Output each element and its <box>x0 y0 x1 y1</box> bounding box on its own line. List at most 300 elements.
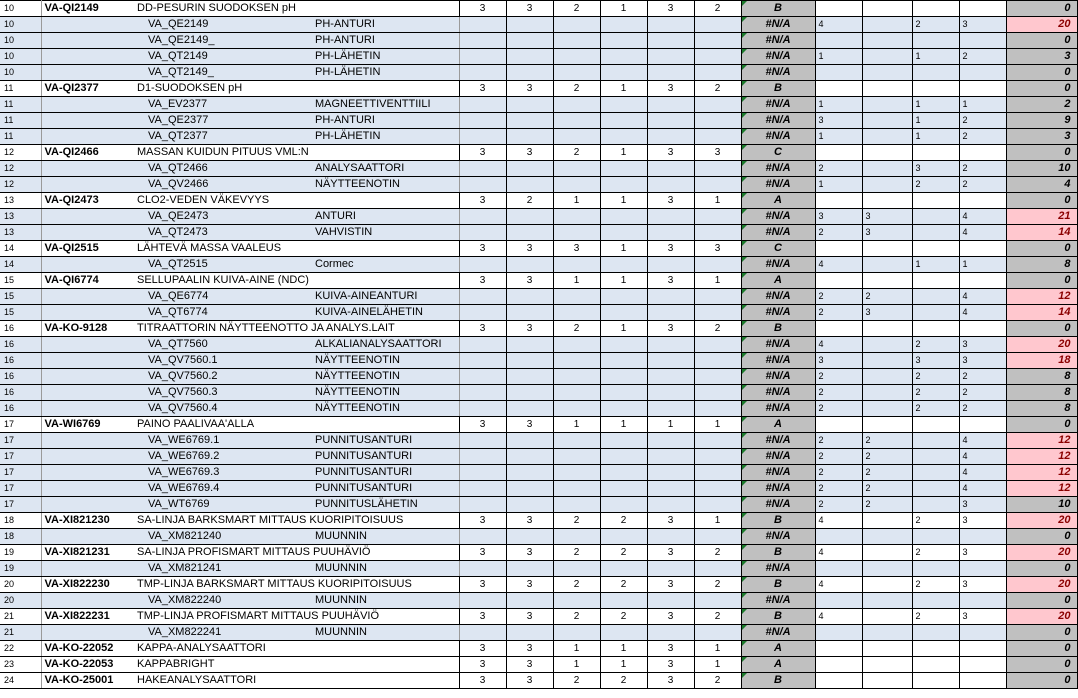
rating-cell[interactable] <box>506 433 553 449</box>
factor-cell[interactable] <box>862 545 912 561</box>
rating-cell[interactable] <box>506 529 553 545</box>
factor-cell[interactable]: 3 <box>959 353 1006 369</box>
risk-score-cell[interactable]: 20 <box>1006 577 1077 593</box>
rating-cell[interactable] <box>553 225 600 241</box>
criticality-class-cell[interactable]: #N/A <box>741 129 815 145</box>
factor-cell[interactable] <box>815 657 862 673</box>
factor-cell[interactable] <box>862 97 912 113</box>
rating-cell[interactable]: 3 <box>459 609 506 625</box>
rating-cell[interactable] <box>694 17 741 33</box>
factor-cell[interactable] <box>815 593 862 609</box>
rating-cell[interactable] <box>694 369 741 385</box>
rating-cell[interactable] <box>600 369 647 385</box>
rating-cell[interactable]: 2 <box>694 545 741 561</box>
rating-cell[interactable] <box>647 529 694 545</box>
rating-cell[interactable]: 3 <box>647 241 694 257</box>
criticality-class-cell[interactable]: #N/A <box>741 497 815 513</box>
factor-cell[interactable]: 3 <box>959 337 1006 353</box>
description-cell[interactable]: SA-LINJA PROFISMART MITTAUS PUUHÄVIÖ <box>134 545 459 561</box>
rating-cell[interactable]: 2 <box>553 81 600 97</box>
rating-cell[interactable] <box>600 177 647 193</box>
rating-cell[interactable] <box>694 161 741 177</box>
rating-cell[interactable] <box>459 433 506 449</box>
factor-cell[interactable] <box>959 561 1006 577</box>
device-tag-cell[interactable]: VA_QV7560.2 <box>134 369 312 385</box>
rating-cell[interactable] <box>506 65 553 81</box>
factor-cell[interactable] <box>862 33 912 49</box>
row-number-cell[interactable]: 21 <box>0 625 41 641</box>
rating-cell[interactable] <box>553 337 600 353</box>
factor-cell[interactable] <box>862 1 912 17</box>
rating-cell[interactable] <box>600 529 647 545</box>
rating-cell[interactable] <box>647 225 694 241</box>
device-tag-cell[interactable]: VA_XM822240 <box>134 593 312 609</box>
factor-cell[interactable]: 2 <box>815 369 862 385</box>
rating-cell[interactable] <box>553 433 600 449</box>
device-type-cell[interactable]: PUNNITUSANTURI <box>312 481 459 497</box>
factor-cell[interactable] <box>862 145 912 161</box>
rating-cell[interactable] <box>694 481 741 497</box>
factor-cell[interactable] <box>815 1 862 17</box>
criticality-class-cell[interactable]: #N/A <box>741 17 815 33</box>
factor-cell[interactable] <box>959 193 1006 209</box>
rating-cell[interactable] <box>600 401 647 417</box>
rating-cell[interactable]: 3 <box>459 545 506 561</box>
criticality-class-cell[interactable]: #N/A <box>741 369 815 385</box>
factor-cell[interactable]: 1 <box>959 97 1006 113</box>
factor-cell[interactable]: 2 <box>815 161 862 177</box>
factor-cell[interactable]: 3 <box>912 353 959 369</box>
factor-cell[interactable] <box>959 241 1006 257</box>
row-number-cell[interactable]: 16 <box>0 321 41 337</box>
row-number-cell[interactable]: 17 <box>0 481 41 497</box>
rating-cell[interactable]: 3 <box>459 241 506 257</box>
device-tag-cell[interactable]: VA_QT7560 <box>134 337 312 353</box>
rating-cell[interactable] <box>459 17 506 33</box>
criticality-class-cell[interactable]: #N/A <box>741 401 815 417</box>
rating-cell[interactable] <box>459 257 506 273</box>
rating-cell[interactable]: 3 <box>694 241 741 257</box>
rating-cell[interactable] <box>553 529 600 545</box>
criticality-class-cell[interactable]: #N/A <box>741 625 815 641</box>
factor-cell[interactable] <box>862 337 912 353</box>
risk-score-cell[interactable]: 20 <box>1006 545 1077 561</box>
device-tag-cell[interactable]: VA_XM822241 <box>134 625 312 641</box>
row-number-cell[interactable]: 22 <box>0 641 41 657</box>
factor-cell[interactable] <box>912 81 959 97</box>
position-tag-cell[interactable]: VA-QI2377 <box>41 81 134 97</box>
position-tag-cell[interactable] <box>41 337 134 353</box>
factor-cell[interactable]: 2 <box>815 497 862 513</box>
factor-cell[interactable] <box>912 481 959 497</box>
factor-cell[interactable] <box>912 1 959 17</box>
row-number-cell[interactable]: 11 <box>0 81 41 97</box>
rating-cell[interactable] <box>459 385 506 401</box>
factor-cell[interactable] <box>959 641 1006 657</box>
factor-cell[interactable] <box>862 17 912 33</box>
row-number-cell[interactable]: 17 <box>0 449 41 465</box>
rating-cell[interactable] <box>694 209 741 225</box>
factor-cell[interactable]: 3 <box>959 513 1006 529</box>
device-tag-cell[interactable]: VA_WE6769.2 <box>134 449 312 465</box>
device-tag-cell[interactable]: VA_QE2149 <box>134 17 312 33</box>
rating-cell[interactable]: 3 <box>506 545 553 561</box>
criticality-class-cell[interactable]: #N/A <box>741 113 815 129</box>
rating-cell[interactable]: 2 <box>600 673 647 689</box>
factor-cell[interactable]: 4 <box>959 449 1006 465</box>
criticality-class-cell[interactable]: #N/A <box>741 353 815 369</box>
risk-score-cell[interactable]: 21 <box>1006 209 1077 225</box>
position-tag-cell[interactable]: VA-WI6769 <box>41 417 134 433</box>
rating-cell[interactable] <box>506 17 553 33</box>
factor-cell[interactable]: 2 <box>815 465 862 481</box>
factor-cell[interactable] <box>959 657 1006 673</box>
device-tag-cell[interactable]: VA_QT2515 <box>134 257 312 273</box>
rating-cell[interactable] <box>506 209 553 225</box>
rating-cell[interactable]: 1 <box>694 417 741 433</box>
position-tag-cell[interactable] <box>41 129 134 145</box>
risk-score-cell[interactable]: 0 <box>1006 241 1077 257</box>
factor-cell[interactable]: 1 <box>815 49 862 65</box>
risk-score-cell[interactable]: 10 <box>1006 161 1077 177</box>
factor-cell[interactable] <box>815 529 862 545</box>
risk-score-cell[interactable]: 20 <box>1006 513 1077 529</box>
rating-cell[interactable] <box>506 97 553 113</box>
position-tag-cell[interactable] <box>41 561 134 577</box>
position-tag-cell[interactable]: VA-KO-22053 <box>41 657 134 673</box>
device-tag-cell[interactable]: VA_QV7560.3 <box>134 385 312 401</box>
rating-cell[interactable]: 3 <box>647 81 694 97</box>
rating-cell[interactable] <box>600 337 647 353</box>
rating-cell[interactable] <box>647 97 694 113</box>
rating-cell[interactable] <box>647 17 694 33</box>
risk-score-cell[interactable]: 4 <box>1006 177 1077 193</box>
rating-cell[interactable] <box>553 289 600 305</box>
rating-cell[interactable] <box>553 49 600 65</box>
rating-cell[interactable]: 1 <box>553 273 600 289</box>
position-tag-cell[interactable]: VA-XI822230 <box>41 577 134 593</box>
factor-cell[interactable] <box>862 353 912 369</box>
rating-cell[interactable] <box>459 481 506 497</box>
factor-cell[interactable]: 4 <box>815 545 862 561</box>
device-tag-cell[interactable]: VA_QE2149_ <box>134 33 312 49</box>
rating-cell[interactable] <box>694 225 741 241</box>
factor-cell[interactable]: 4 <box>815 17 862 33</box>
rating-cell[interactable] <box>459 113 506 129</box>
factor-cell[interactable]: 1 <box>815 177 862 193</box>
risk-score-cell[interactable]: 0 <box>1006 321 1077 337</box>
position-tag-cell[interactable] <box>41 593 134 609</box>
risk-score-cell[interactable]: 12 <box>1006 289 1077 305</box>
rating-cell[interactable] <box>694 625 741 641</box>
rating-cell[interactable] <box>647 369 694 385</box>
factor-cell[interactable]: 3 <box>862 209 912 225</box>
rating-cell[interactable] <box>459 49 506 65</box>
device-type-cell[interactable]: PH-ANTURI <box>312 17 459 33</box>
factor-cell[interactable]: 2 <box>959 129 1006 145</box>
criticality-class-cell[interactable]: #N/A <box>741 465 815 481</box>
rating-cell[interactable] <box>600 33 647 49</box>
criticality-class-cell[interactable]: #N/A <box>741 385 815 401</box>
factor-cell[interactable] <box>912 529 959 545</box>
rating-cell[interactable]: 1 <box>694 193 741 209</box>
factor-cell[interactable]: 4 <box>815 609 862 625</box>
device-type-cell[interactable]: MUUNNIN <box>312 529 459 545</box>
row-number-cell[interactable]: 12 <box>0 177 41 193</box>
factor-cell[interactable] <box>912 657 959 673</box>
device-type-cell[interactable]: ANTURI <box>312 209 459 225</box>
factor-cell[interactable] <box>815 65 862 81</box>
factor-cell[interactable]: 1 <box>912 97 959 113</box>
device-tag-cell[interactable]: VA_QV7560.1 <box>134 353 312 369</box>
rating-cell[interactable] <box>600 225 647 241</box>
rating-cell[interactable] <box>694 257 741 273</box>
rating-cell[interactable]: 3 <box>506 609 553 625</box>
rating-cell[interactable] <box>459 593 506 609</box>
criticality-class-cell[interactable]: #N/A <box>741 289 815 305</box>
position-tag-cell[interactable] <box>41 209 134 225</box>
row-number-cell[interactable]: 15 <box>0 273 41 289</box>
factor-cell[interactable] <box>912 145 959 161</box>
rating-cell[interactable] <box>459 177 506 193</box>
criticality-class-cell[interactable]: #N/A <box>741 257 815 273</box>
rating-cell[interactable] <box>647 481 694 497</box>
rating-cell[interactable] <box>459 161 506 177</box>
factor-cell[interactable]: 4 <box>815 577 862 593</box>
factor-cell[interactable] <box>862 577 912 593</box>
rating-cell[interactable] <box>459 625 506 641</box>
position-tag-cell[interactable]: VA-QI2515 <box>41 241 134 257</box>
factor-cell[interactable] <box>815 561 862 577</box>
rating-cell[interactable] <box>553 257 600 273</box>
rating-cell[interactable]: 3 <box>506 641 553 657</box>
rating-cell[interactable] <box>506 113 553 129</box>
rating-cell[interactable] <box>694 289 741 305</box>
factor-cell[interactable] <box>815 33 862 49</box>
device-type-cell[interactable]: MUUNNIN <box>312 625 459 641</box>
factor-cell[interactable] <box>912 625 959 641</box>
device-type-cell[interactable]: PUNNITUSANTURI <box>312 433 459 449</box>
rating-cell[interactable]: 3 <box>459 81 506 97</box>
factor-cell[interactable]: 3 <box>959 545 1006 561</box>
risk-score-cell[interactable]: 0 <box>1006 561 1077 577</box>
factor-cell[interactable] <box>912 209 959 225</box>
factor-cell[interactable] <box>862 241 912 257</box>
device-type-cell[interactable]: Cormec <box>312 257 459 273</box>
rating-cell[interactable]: 1 <box>647 417 694 433</box>
factor-cell[interactable] <box>912 433 959 449</box>
factor-cell[interactable] <box>862 593 912 609</box>
device-type-cell[interactable]: VAHVISTIN <box>312 225 459 241</box>
factor-cell[interactable] <box>862 417 912 433</box>
device-tag-cell[interactable]: VA_XM821240 <box>134 529 312 545</box>
rating-cell[interactable] <box>600 161 647 177</box>
rating-cell[interactable]: 3 <box>647 273 694 289</box>
device-type-cell[interactable]: NÄYTTEENOTIN <box>312 177 459 193</box>
rating-cell[interactable]: 3 <box>506 673 553 689</box>
rating-cell[interactable] <box>459 225 506 241</box>
rating-cell[interactable]: 3 <box>459 321 506 337</box>
rating-cell[interactable] <box>694 33 741 49</box>
criticality-class-cell[interactable]: #N/A <box>741 177 815 193</box>
factor-cell[interactable] <box>959 593 1006 609</box>
row-number-cell[interactable]: 11 <box>0 129 41 145</box>
rating-cell[interactable]: 3 <box>506 577 553 593</box>
factor-cell[interactable] <box>815 417 862 433</box>
factor-cell[interactable]: 2 <box>912 17 959 33</box>
row-number-cell[interactable]: 19 <box>0 545 41 561</box>
factor-cell[interactable] <box>912 641 959 657</box>
device-type-cell[interactable]: NÄYTTEENOTIN <box>312 401 459 417</box>
rating-cell[interactable] <box>647 49 694 65</box>
row-number-cell[interactable]: 14 <box>0 241 41 257</box>
rating-cell[interactable]: 1 <box>553 657 600 673</box>
rating-cell[interactable]: 3 <box>506 145 553 161</box>
rating-cell[interactable] <box>553 33 600 49</box>
rating-cell[interactable]: 2 <box>600 577 647 593</box>
rating-cell[interactable]: 1 <box>600 241 647 257</box>
rating-cell[interactable] <box>553 177 600 193</box>
rating-cell[interactable] <box>694 497 741 513</box>
rating-cell[interactable] <box>506 161 553 177</box>
rating-cell[interactable] <box>600 17 647 33</box>
row-number-cell[interactable]: 13 <box>0 193 41 209</box>
rating-cell[interactable]: 2 <box>694 321 741 337</box>
rating-cell[interactable]: 1 <box>600 417 647 433</box>
factor-cell[interactable] <box>815 625 862 641</box>
rating-cell[interactable] <box>694 129 741 145</box>
rating-cell[interactable] <box>459 449 506 465</box>
rating-cell[interactable] <box>694 401 741 417</box>
device-tag-cell[interactable]: VA_XM821241 <box>134 561 312 577</box>
rating-cell[interactable] <box>647 289 694 305</box>
factor-cell[interactable]: 2 <box>912 545 959 561</box>
factor-cell[interactable] <box>815 145 862 161</box>
rating-cell[interactable] <box>694 353 741 369</box>
criticality-class-cell[interactable]: #N/A <box>741 97 815 113</box>
row-number-cell[interactable]: 23 <box>0 657 41 673</box>
rating-cell[interactable] <box>553 65 600 81</box>
position-tag-cell[interactable] <box>41 401 134 417</box>
risk-score-cell[interactable]: 20 <box>1006 609 1077 625</box>
rating-cell[interactable]: 3 <box>459 417 506 433</box>
rating-cell[interactable] <box>506 33 553 49</box>
risk-score-cell[interactable]: 0 <box>1006 81 1077 97</box>
rating-cell[interactable]: 3 <box>459 193 506 209</box>
description-cell[interactable]: TITRAATTORIN NÄYTTEENOTTO JA ANALYS.LAIT <box>134 321 459 337</box>
factor-cell[interactable]: 3 <box>815 353 862 369</box>
device-type-cell[interactable]: MUUNNIN <box>312 593 459 609</box>
rating-cell[interactable] <box>506 305 553 321</box>
rating-cell[interactable]: 1 <box>553 641 600 657</box>
factor-cell[interactable]: 2 <box>862 481 912 497</box>
device-type-cell[interactable]: KUIVA-AINEANTURI <box>312 289 459 305</box>
criticality-class-cell[interactable]: B <box>741 513 815 529</box>
rating-cell[interactable]: 3 <box>647 193 694 209</box>
row-number-cell[interactable]: 16 <box>0 401 41 417</box>
rating-cell[interactable] <box>459 529 506 545</box>
rating-cell[interactable] <box>553 449 600 465</box>
factor-cell[interactable] <box>862 193 912 209</box>
position-tag-cell[interactable] <box>41 65 134 81</box>
factor-cell[interactable]: 4 <box>959 225 1006 241</box>
rating-cell[interactable] <box>600 561 647 577</box>
rating-cell[interactable] <box>600 65 647 81</box>
row-number-cell[interactable]: 17 <box>0 417 41 433</box>
rating-cell[interactable] <box>506 481 553 497</box>
factor-cell[interactable]: 2 <box>959 401 1006 417</box>
rating-cell[interactable]: 1 <box>600 81 647 97</box>
factor-cell[interactable] <box>959 65 1006 81</box>
factor-cell[interactable] <box>815 81 862 97</box>
device-type-cell[interactable]: PUNNITUSANTURI <box>312 449 459 465</box>
rating-cell[interactable] <box>600 209 647 225</box>
rating-cell[interactable] <box>647 209 694 225</box>
criticality-class-cell[interactable]: B <box>741 577 815 593</box>
rating-cell[interactable]: 2 <box>600 609 647 625</box>
row-number-cell[interactable]: 15 <box>0 289 41 305</box>
description-cell[interactable]: TMP-LINJA PROFISMART MITTAUS PUUHÄVIÖ <box>134 609 459 625</box>
factor-cell[interactable] <box>912 465 959 481</box>
criticality-class-cell[interactable]: #N/A <box>741 65 815 81</box>
factor-cell[interactable]: 4 <box>815 337 862 353</box>
rating-cell[interactable] <box>459 305 506 321</box>
rating-cell[interactable]: 1 <box>694 273 741 289</box>
factor-cell[interactable] <box>862 625 912 641</box>
factor-cell[interactable] <box>912 65 959 81</box>
rating-cell[interactable] <box>459 561 506 577</box>
row-number-cell[interactable]: 10 <box>0 17 41 33</box>
row-number-cell[interactable]: 11 <box>0 113 41 129</box>
rating-cell[interactable]: 2 <box>553 513 600 529</box>
risk-score-cell[interactable]: 8 <box>1006 401 1077 417</box>
device-tag-cell[interactable]: VA_QE2377 <box>134 113 312 129</box>
rating-cell[interactable]: 3 <box>506 657 553 673</box>
position-tag-cell[interactable] <box>41 257 134 273</box>
rating-cell[interactable]: 1 <box>694 657 741 673</box>
row-number-cell[interactable]: 10 <box>0 33 41 49</box>
device-tag-cell[interactable]: VA_QE6774 <box>134 289 312 305</box>
rating-cell[interactable] <box>600 433 647 449</box>
device-type-cell[interactable]: NÄYTTEENOTIN <box>312 369 459 385</box>
factor-cell[interactable]: 1 <box>815 97 862 113</box>
device-tag-cell[interactable]: VA_QV7560.4 <box>134 401 312 417</box>
position-tag-cell[interactable] <box>41 305 134 321</box>
rating-cell[interactable]: 1 <box>553 193 600 209</box>
row-number-cell[interactable]: 10 <box>0 1 41 17</box>
device-tag-cell[interactable]: VA_QT2149_ <box>134 65 312 81</box>
criticality-class-cell[interactable]: #N/A <box>741 481 815 497</box>
risk-score-cell[interactable]: 0 <box>1006 193 1077 209</box>
device-type-cell[interactable]: PH-ANTURI <box>312 33 459 49</box>
criticality-class-cell[interactable]: B <box>741 321 815 337</box>
rating-cell[interactable]: 1 <box>600 641 647 657</box>
factor-cell[interactable]: 2 <box>815 481 862 497</box>
factor-cell[interactable]: 2 <box>815 449 862 465</box>
rating-cell[interactable]: 2 <box>600 513 647 529</box>
rating-cell[interactable] <box>506 561 553 577</box>
criticality-class-cell[interactable]: B <box>741 81 815 97</box>
rating-cell[interactable] <box>459 65 506 81</box>
rating-cell[interactable] <box>506 129 553 145</box>
row-number-cell[interactable]: 17 <box>0 433 41 449</box>
risk-score-cell[interactable]: 0 <box>1006 1 1077 17</box>
criticality-class-cell[interactable]: A <box>741 417 815 433</box>
factor-cell[interactable]: 3 <box>815 209 862 225</box>
rating-cell[interactable] <box>600 49 647 65</box>
factor-cell[interactable]: 2 <box>862 449 912 465</box>
device-type-cell[interactable]: PUNNITUSLÄHETIN <box>312 497 459 513</box>
